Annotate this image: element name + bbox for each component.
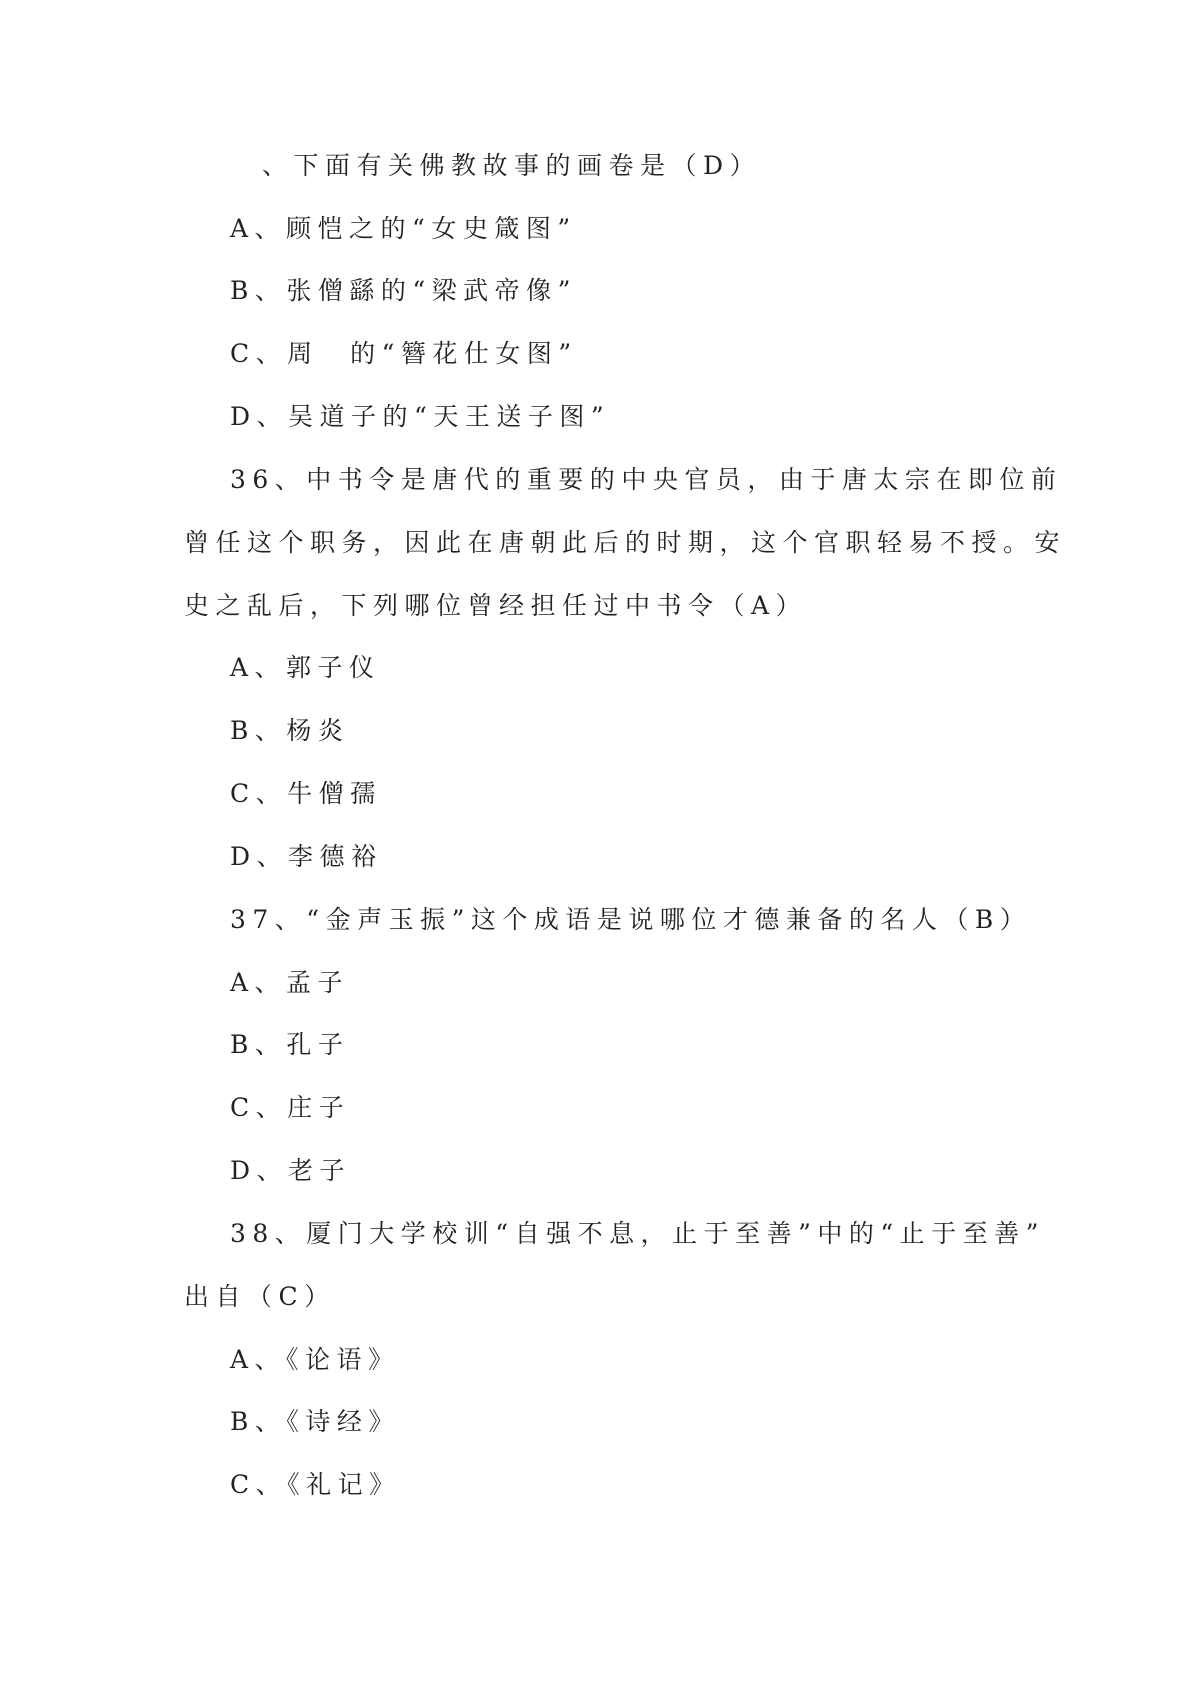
question-36-stem-line-1: 36、中书令是唐代的重要的中央官员，由于唐太宗在即位前 — [230, 465, 1063, 494]
question-38-stem-line-2: 出自（C） — [184, 1282, 336, 1311]
question-38-option-c: C、《礼记》 — [230, 1470, 401, 1499]
question-35-option-b: B、张僧繇的“梁武帝像” — [230, 276, 577, 305]
question-38-option-b: B、《诗经》 — [230, 1407, 400, 1436]
question-36-option-c: C、牛僧孺 — [230, 779, 382, 808]
question-35-option-a: A、顾恺之的“女史箴图” — [230, 214, 577, 243]
question-37-option-d: D、老子 — [230, 1156, 352, 1185]
question-35-stem: 、下面有关佛教故事的画卷是（D） — [262, 151, 762, 180]
question-36-option-a: A、郭子仪 — [230, 653, 381, 682]
question-35-option-d: D、吴道子的“天王送子图” — [230, 402, 611, 431]
question-37-option-b: B、孔子 — [230, 1030, 350, 1059]
question-36-option-b: B、杨炎 — [230, 716, 350, 745]
question-37-option-a: A、孟子 — [230, 968, 350, 997]
question-36-stem-line-3: 史之乱后，下列哪位曾经担任过中书令（A） — [184, 591, 808, 620]
question-38-stem-line-1: 38、厦门大学校训“自强不息，止于至善”中的“止于至善” — [230, 1219, 1045, 1248]
question-36-option-d: D、李德裕 — [230, 842, 383, 871]
question-36-stem-line-2: 曾任这个职务，因此在唐朝此后的时期，这个官职轻易不授。安 — [184, 528, 1067, 557]
question-37-option-c: C、庄子 — [230, 1093, 351, 1122]
question-38-option-a: A、《论语》 — [230, 1345, 400, 1374]
question-37-stem: 37、“金声玉振”这个成语是说哪位才德兼备的名人（B） — [230, 905, 1032, 934]
question-35-option-c: C、周 的“簪花仕女图” — [230, 339, 578, 368]
